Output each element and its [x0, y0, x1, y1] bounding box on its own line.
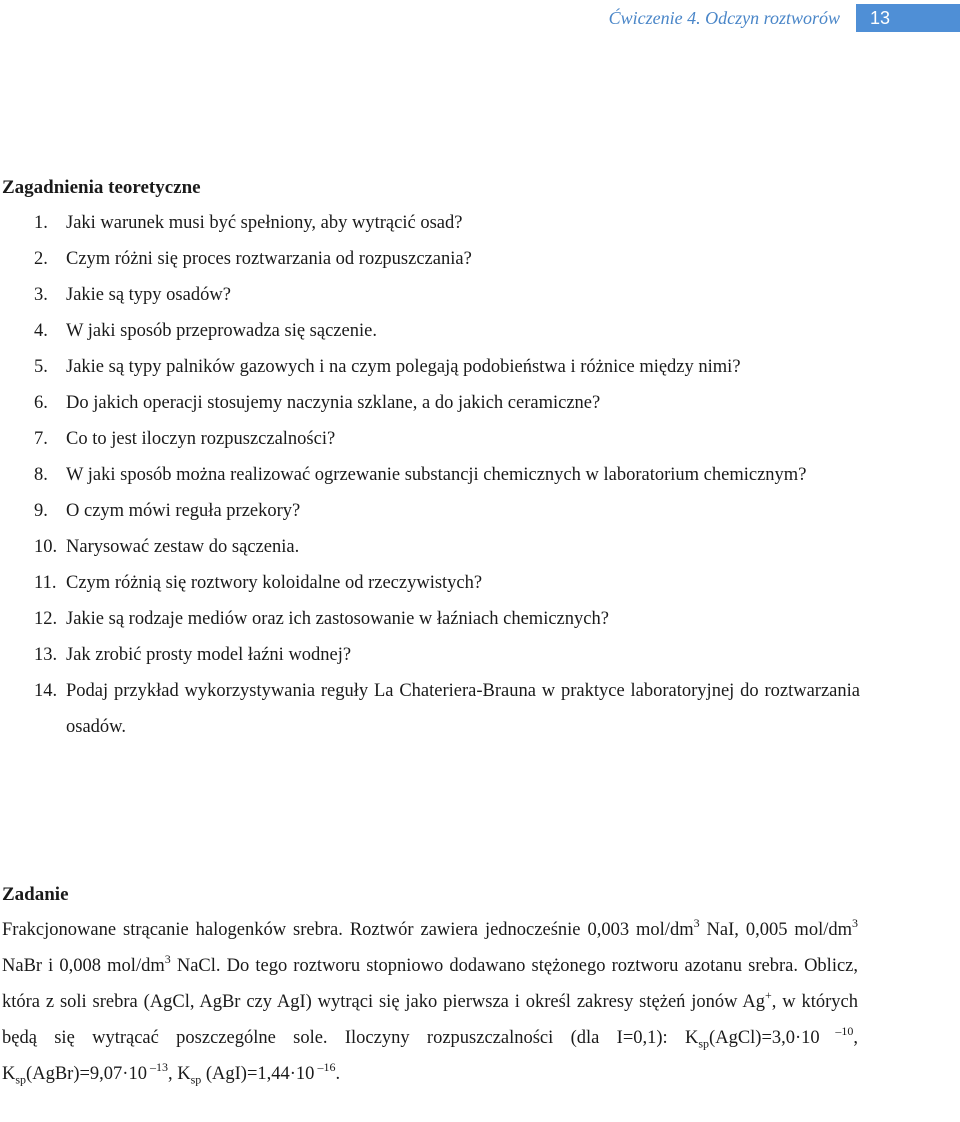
question-item [0, 529, 860, 565]
question-number: 3. [34, 285, 48, 305]
question-text: Jakie są rodzaje mediów oraz ich zastosowanie w łaźniach chemicznych? [66, 609, 609, 629]
superscript: 3 [164, 951, 171, 966]
question-number: 13. [34, 645, 58, 665]
task-text-part: , K [167, 1064, 191, 1084]
question-item [0, 421, 860, 457]
question-text: Jak zrobić prosty model łaźni wodnej? [66, 645, 352, 665]
question-item [0, 565, 860, 601]
question-text: Co to jest iloczyn rozpuszczalności? [66, 429, 336, 449]
question-item [0, 277, 860, 313]
page-header [609, 4, 960, 32]
question-item [0, 205, 860, 241]
superscript: –10 [819, 1023, 854, 1038]
question-item [0, 457, 860, 493]
task-text-part: NaI, 0,005 mol/dm [699, 920, 852, 940]
question-item [0, 673, 860, 745]
header-title: Ćwiczenie 4. Odczyn roztworów [608, 7, 840, 28]
task-heading: Zadanie [2, 884, 69, 905]
task-text-part: (AgBr)=9,07·10 [26, 1064, 147, 1084]
question-number: 1. [34, 213, 48, 233]
question-text: Czym różnią się roztwory koloidalne od rzeczywistych? [66, 573, 483, 593]
task-text-part: (AgI)=1,44·10 [201, 1064, 315, 1084]
task-text-part: , w których będą się wytrącać poszczególne sole. Iloczyny rozpuszczalności (dla I=0,1): K [2, 992, 858, 1048]
question-number: 7. [34, 429, 48, 449]
superscript: + [764, 987, 772, 1002]
question-number: 14. [34, 681, 58, 701]
task-text-part: . [335, 1064, 341, 1084]
question-item [0, 241, 860, 277]
task-text-part: (AgCl)=3,0·10 [709, 1028, 820, 1048]
question-number: 9. [34, 501, 48, 521]
question-number: 8. [34, 465, 48, 485]
page-number: 13 [856, 4, 960, 32]
question-list [0, 205, 860, 745]
question-text: Narysować zestaw do sączenia. [66, 537, 300, 557]
question-number: 10. [34, 537, 58, 557]
question-text: Podaj przykład wykorzystywania reguły La Chateriera-Brauna w praktyce laboratoryjnej do roztwarzania osadów. [66, 681, 860, 737]
superscript: –16 [314, 1059, 336, 1074]
question-text: O czym mówi reguła przekory? [66, 501, 301, 521]
question-item [0, 349, 860, 385]
question-text: Jakie są typy osadów? [66, 285, 231, 305]
superscript: 3 [852, 915, 858, 930]
question-text: Jakie są typy palników gazowych i na czym polegają podobieństwa i różnice między nimi? [66, 357, 741, 377]
theory-heading: Zagadnienia teoretyczne [2, 177, 201, 198]
question-number: 11. [34, 573, 57, 593]
task-text-part: NaBr i 0,008 mol/dm [2, 956, 165, 976]
question-item [0, 601, 860, 637]
question-number: 4. [34, 321, 48, 341]
question-text: Jaki warunek musi być spełniony, aby wytrącić osad? [66, 213, 463, 233]
question-item [0, 637, 860, 673]
subscript: sp [190, 1072, 202, 1087]
question-item [0, 385, 860, 421]
subscript: sp [698, 1036, 710, 1051]
question-text: W jaki sposób przeprowadza się sączenie. [66, 321, 377, 341]
question-number: 2. [34, 249, 48, 269]
question-item [0, 493, 860, 529]
task-text [2, 912, 858, 1092]
task-text-part: Frakcjonowane strącanie halogenków srebra. Roztwór zawiera jednocześnie 0,003 mol/dm [2, 920, 694, 940]
task-text-part: NaCl. Do tego roztworu stopniowo dodawano stężonego roztworu azotanu srebra. Oblicz, która z soli srebra (AgCl, AgBr czy AgI) wytrąci się jako pierwsza i określ zakresy stężeń jonów Ag [2, 956, 859, 1012]
question-text: Czym różni się proces roztwarzania od rozpuszczania? [66, 249, 472, 269]
question-text: W jaki sposób można realizować ogrzewanie substancji chemicznych w laboratorium chemicznym? [66, 465, 807, 485]
task-text-part: , K [2, 1028, 859, 1084]
question-number: 5. [34, 357, 48, 377]
superscript: –13 [146, 1059, 168, 1074]
superscript: 3 [693, 915, 700, 930]
question-text: Do jakich operacji stosujemy naczynia szklane, a do jakich ceramiczne? [66, 393, 601, 413]
subscript: sp [15, 1072, 27, 1087]
question-number: 6. [34, 393, 48, 413]
question-number: 12. [34, 609, 58, 629]
question-item [0, 313, 860, 349]
